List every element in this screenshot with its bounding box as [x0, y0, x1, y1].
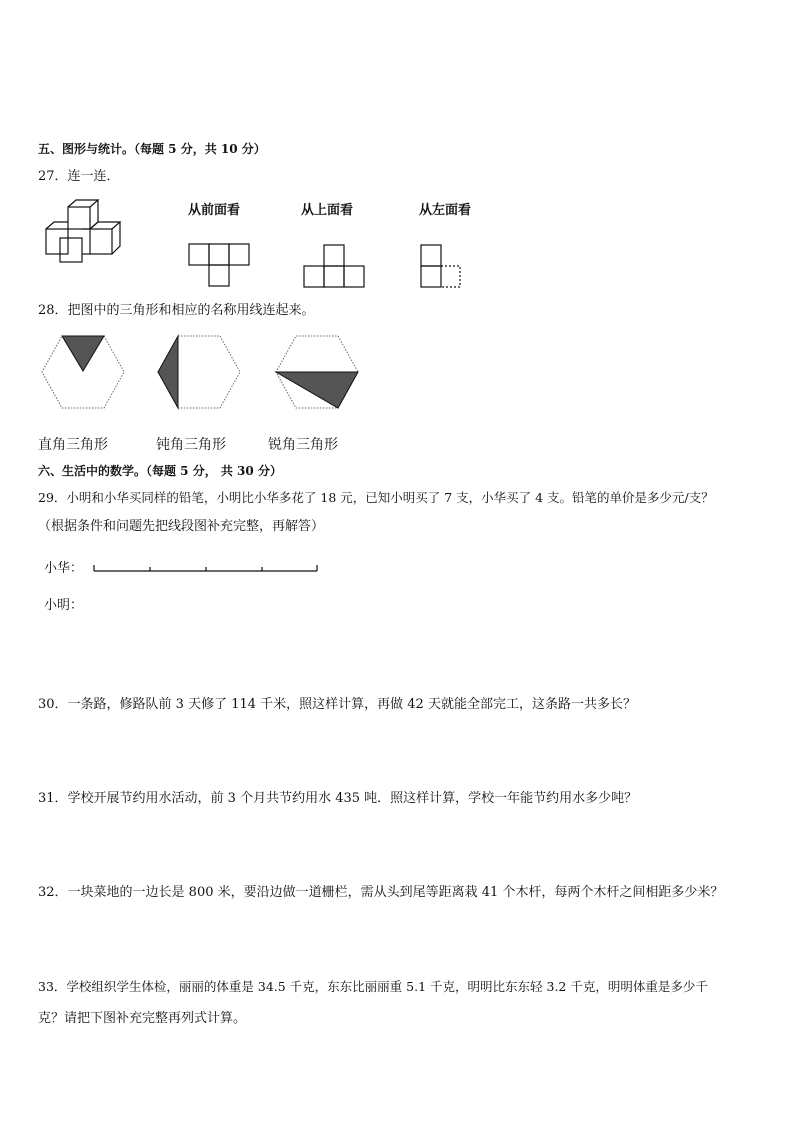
label-xiaohua: 小华： — [44, 561, 84, 576]
question-28-text: 28．把图中的三角形和相应的名称用线连起来。 — [38, 303, 315, 318]
view-label-front: 从前面看 — [188, 203, 241, 218]
question-31-text: 31．学校开展节约用水活动，前 3 个月共节约用水 435 吨．照这样计算，学校一年能节约用水多少吨？ — [38, 791, 638, 806]
view-shape-b — [303, 244, 367, 289]
question-29-line-2: （根据条件和问题先把线段图补充完整，再解答） — [38, 519, 325, 534]
question-30-text: 30．一条路，修路队前 3 天修了 114 千米，照这样计算，再做 42 天就能全部完工，这条路一共多长？ — [38, 697, 636, 712]
section-6-heading: 六、生活中的数学。（每题 5 分， 共 30 分） — [38, 464, 282, 478]
question-29-line-1: 29．小明和小华买同样的铅笔，小明比小华多花了 18 元，已知小明买了 7 支，小华买了 4 支。铅笔的单价是多少元/支？ — [38, 490, 714, 505]
question-33-line-2: 克？请把下图补充完整再列式计算。 — [38, 1011, 247, 1026]
question-32-text: 32．一块菜地的一边长是 800 米，要沿边做一道栅栏，需从头到尾等距离栽 41 个木杆，每两个木杆之间相距多少米？ — [38, 885, 724, 900]
hexagon-triangle-2 — [156, 334, 242, 410]
view-shape-c — [420, 244, 464, 289]
view-label-top: 从上面看 — [301, 203, 354, 218]
section-5-heading: 五、图形与统计。（每题 5 分，共 10 分） — [38, 142, 266, 156]
segment-diagram-xiaohua — [93, 562, 319, 574]
hexagon-triangle-1 — [40, 334, 126, 410]
view-label-left: 从左面看 — [419, 203, 472, 218]
question-27-text: 27．连一连． — [38, 169, 120, 184]
triangle-name-acute: 锐角三角形 — [268, 437, 338, 453]
hexagon-triangle-3 — [274, 334, 360, 410]
triangle-name-obtuse: 钝角三角形 — [156, 437, 226, 453]
question-33-line-1: 33．学校组织学生体检，丽丽的体重是 34.5 千克，东东比丽丽重 5.1 千克，明明比东东轻 3.2 千克，明明体重是多少千 — [38, 979, 708, 994]
cube-stack-figure — [38, 198, 138, 270]
triangle-name-right: 直角三角形 — [38, 437, 108, 453]
label-xiaoming: 小明： — [44, 598, 84, 613]
view-shape-a — [188, 243, 252, 288]
